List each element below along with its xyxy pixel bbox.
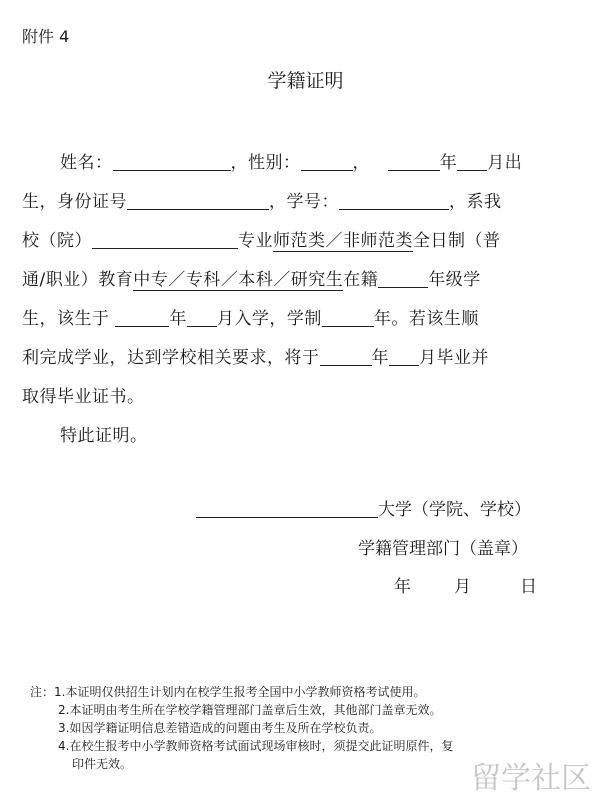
watermark: 留学社区 [471,761,591,796]
university-label: 大学（学院、学校） [378,500,531,520]
note-1: 注：1.本证明仅供招生计划内在校学生报考全国中小学教师资格考试使用。 [30,685,426,699]
university-line [196,495,531,520]
note-4-cont: 印件无效。 [72,757,133,771]
university-blank [196,500,378,518]
body-line-8: 特此证明。 [60,426,148,446]
major-blank [92,231,238,249]
school-label: ，系我 [449,192,502,212]
note-3: 3.如因学籍证明信息差错造成的问题由考生及所在学校负责。 [58,721,382,735]
body-line-1 [60,148,522,173]
body-line-2 [22,187,502,212]
attachment-label: 附件 4 [22,27,70,46]
major-label: 专业 [238,231,273,251]
month-sign: 月 [454,577,471,597]
gender-blank [301,153,353,171]
day-sign: 日 [520,577,537,597]
grade-blank [378,270,428,288]
enrolled-label: 在籍 [343,270,379,290]
year-label-2: 年 [169,309,187,329]
enroll-label: 生，该生于 [22,309,116,329]
normal-type-options: 师范类／非师范类 [273,231,413,251]
gender-label: ，性别： [230,153,301,173]
notes [30,683,453,773]
education-level-options: 中专／专科／本科／研究生 [133,270,344,290]
id-label: 生，身份证号 [22,192,127,212]
duration-label: 月入学，学制 [216,309,322,329]
body-line-7: 取得毕业证书。 [22,387,145,407]
grad-month-blank [389,348,419,366]
birth-year-blank [388,153,440,171]
document-title: 学籍证明 [267,70,344,92]
body-line-5 [22,304,479,329]
if-complete-label: 年。若该生顺 [373,309,479,329]
grad-year-blank [320,348,372,366]
body-line-6 [22,343,489,368]
enroll-year-blank [115,309,169,327]
fulltime-label: 全日制（普 [413,231,501,251]
student-id-label: ，学号： [269,192,339,212]
graduate-label: 利完成学业，达到学校相关要求，将于 [22,348,320,368]
birth-month-blank [457,153,487,171]
body-line-4 [22,265,481,290]
year-label: 年 [439,153,458,173]
id-blank [127,192,269,210]
year-sign: 年 [394,577,411,597]
name-label: 姓名： [60,153,113,173]
note-2: 2.本证明由考生所在学校学籍管理部门盖章后生效，其他部门盖章无效。 [58,703,442,717]
month-born-label: 月出 [487,153,523,173]
grade-label: 年级学 [428,270,481,290]
education-label: 通/职业）教育 [22,270,134,290]
name-blank [113,153,231,171]
year-label-3: 年 [371,348,389,368]
enroll-month-blank [187,309,217,327]
note-4: 4.在校生报考中小学教师资格考试面试现场审核时，须提交此证明原件，复 [58,739,454,753]
department-label: 学籍管理部门（盖章） [358,539,528,559]
student-id-blank [339,192,449,210]
college-label: 校（院） [22,231,92,251]
duration-blank [322,309,374,327]
graduate-month-label: 月毕业并 [419,348,489,368]
body-line-3 [22,226,501,251]
comma: ， [352,153,370,173]
